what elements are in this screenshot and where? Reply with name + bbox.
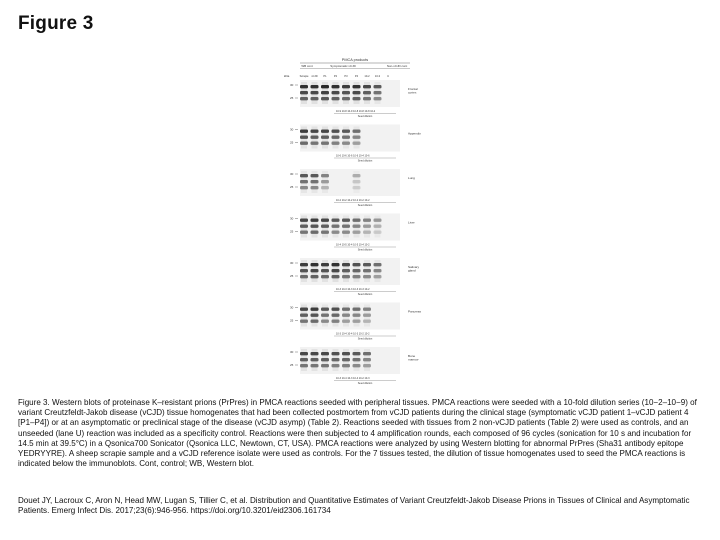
seed-dilution-label: Seed dilution <box>357 337 373 341</box>
lane-smear <box>364 216 370 238</box>
lane-smear <box>333 305 339 327</box>
kda-marker: 25 <box>290 229 294 234</box>
lane-smear <box>301 216 307 238</box>
lane-smear <box>312 305 318 327</box>
lane-smear <box>354 260 360 282</box>
lane-smear <box>354 171 360 193</box>
lane-smear <box>375 82 381 104</box>
lane-smear <box>333 349 339 371</box>
blot-panel <box>290 80 418 118</box>
lane-smear <box>343 349 349 371</box>
blot-panel <box>290 125 421 163</box>
pmca-header: PMCA products <box>341 58 369 62</box>
seed-dilution-label: Seed dilution <box>357 293 373 296</box>
tissue-label: cortex <box>408 90 417 95</box>
seed-dilutions: 10-3 10-3 10-3 10-3 10-3 10-2 <box>336 288 370 291</box>
lane-smear <box>333 260 339 282</box>
kda-marker: 30 <box>290 350 294 354</box>
kda-marker: 30 <box>290 83 294 87</box>
blot-panel <box>290 258 419 296</box>
seed-dilution-label: Seed dilution <box>357 204 373 207</box>
lane-labels <box>300 74 389 78</box>
seed-dilution-label: Seed dilution <box>357 382 373 385</box>
lane-smear <box>301 127 307 149</box>
kda-marker: 30 <box>290 172 294 176</box>
seed-dilution-label: Seed dilution <box>357 159 373 163</box>
lane-smear <box>375 216 381 238</box>
lane-smear <box>364 349 370 371</box>
lane-label: P4 <box>354 75 359 78</box>
blot-panel <box>290 303 422 341</box>
kda-marker: 25 <box>290 96 294 100</box>
lane-smear <box>301 349 307 371</box>
seed-dilutions: 10-4 10-5 10-4 10-5 10-4 10-2 <box>336 243 370 247</box>
lane-smear <box>312 171 318 193</box>
tissue-label: Bone <box>408 354 416 358</box>
lane-smear <box>301 82 307 104</box>
lane-label: P1 <box>323 75 327 78</box>
blot-panel <box>290 347 419 385</box>
lane-label: 10-3 <box>374 75 381 78</box>
lane-smear <box>322 260 328 282</box>
figure-citation: Douet JY, Lacroux C, Aron N, Head MW, Lugan S, Tillier C, et al. Distribution and Quantitative Estimates of Variant Creutzfeldt-Jakob Disease Prions in Tissues of Clinical and Asymptomatic Patients. Emerg Infect Dis. 2017;23(6):946-956. https://doi.org/10.3201/eid2306.161734 <box>18 496 690 516</box>
group-label-symptomatic: Symptomatic vCJD <box>330 64 356 68</box>
lane-smear <box>322 216 328 238</box>
lane-smear <box>322 349 328 371</box>
lane-smear <box>354 82 360 104</box>
lane-label: P2 <box>333 75 338 78</box>
tissue-label: Appendix <box>408 131 421 136</box>
figure-caption: Figure 3. Western blots of proteinase K–resistant prions (PrPres) in PMCA reactions seeded with peripheral tissues. PMCA reactions were seeded with a 10-fold dilution series (10−2–10−9) of variant Creutzfeldt-Jakob disease (vCJD) tissue homogenates that had been collected postmortem from vCJD patients during the clinical stage (symptomatic vCJD patient 1–vCJD patient 4 [P1–P4]) or at an asymptomatic or preclinical stage of the disease (vCJD asymp) (Table 2). Reactions seeded with tissues from 2 non-vCJD patients (Table 2) were used as controls, and an unseeded (lane U) reaction was included as a specificity control. Reactions were then subjected to 4 amplification rounds, each composed of 96 cycles (sonication for 10 s and incubation for 14.5 min at 39.5°C) in a Qsonica700 Sonicator (Qsonica LLC, Newtown, CT, USA). PMCA reactions were analyzed by using Western blotting for abnormal PrPres (Sha31 antibody epitope YEDRYYRE). A sheep scrapie sample and a vCJD reference isolate were used as controls. For the 7 tissues tested, the dilution of tissue homogenates used to seed the PMCA reactions is indicated below the immunoblots. Cont, control; WB, Western blot. <box>18 398 697 469</box>
tissue-label: marrow <box>408 357 419 362</box>
lane-smear <box>343 305 349 327</box>
kda-label: kDa <box>284 74 290 78</box>
kda-marker: 25 <box>290 185 294 189</box>
lane-smear <box>312 216 318 238</box>
kda-marker: 30 <box>290 216 294 221</box>
tissue-label: Frontal <box>408 87 418 91</box>
lane-smear <box>354 216 360 238</box>
lane-smear <box>354 349 360 371</box>
lane-smear <box>343 216 349 238</box>
lane-smear <box>312 82 318 104</box>
seed-dilutions: 10-9 10-8 10-9 10-8 10-8 10-8 10-2 <box>336 110 376 113</box>
lane-smear <box>364 305 370 327</box>
lane-smear <box>333 216 339 238</box>
lane-smear <box>322 305 328 327</box>
kda-marker: 25 <box>290 140 294 145</box>
kda-marker: 30 <box>290 127 294 132</box>
tissue-label: gland <box>408 268 416 273</box>
lane-smear <box>375 260 381 282</box>
lane-smear <box>343 82 349 104</box>
blot-panel <box>290 169 415 207</box>
lane-smear <box>364 82 370 104</box>
lane-smear <box>364 260 370 282</box>
seed-dilutions: 10-2 10-2 10-2 10-2 10-2 10-2 <box>336 199 370 202</box>
lane-smear <box>322 171 328 193</box>
lane-smear <box>322 82 328 104</box>
lane-smear <box>322 127 328 149</box>
lane-smear <box>312 127 318 149</box>
seed-dilution-label: Seed dilution <box>357 115 373 118</box>
lane-smear <box>354 127 360 149</box>
kda-marker: 30 <box>290 261 294 265</box>
tissue-label: Salivary <box>408 265 420 269</box>
blot-panels <box>290 80 422 385</box>
lane-smear <box>333 82 339 104</box>
lane-label: 10-2 <box>364 75 370 78</box>
western-blot-figure <box>280 55 430 385</box>
seed-dilutions: 10-3 10-4 10-4 10-3 10-2 10-2 <box>336 332 370 336</box>
seed-dilution-label: Seed dilution <box>357 248 373 252</box>
lane-label: Scrapie <box>299 75 309 78</box>
lane-smear <box>343 127 349 149</box>
lane-smear <box>301 305 307 327</box>
tissue-label: Pancreas <box>408 309 422 314</box>
lane-label: P3 <box>344 75 348 78</box>
kda-marker: 25 <box>290 274 294 278</box>
lane-smear <box>301 260 307 282</box>
seed-dilutions: 10-6 10-6 10-6 10-6 10-4 10-6 <box>336 154 370 158</box>
slide-title: Figure 3 <box>18 13 94 34</box>
blot-panel <box>290 214 415 252</box>
lane-smear <box>312 349 318 371</box>
lane-smear <box>354 305 360 327</box>
lane-smear <box>312 260 318 282</box>
group-label-wb-cont: WB cont <box>301 64 313 68</box>
kda-marker: 25 <box>290 318 294 323</box>
seed-dilutions: 10-3 10-4 10-3 10-4 10-2 10-3 <box>336 377 370 380</box>
lane-smear <box>333 127 339 149</box>
lane-label: vCJD <box>311 75 318 78</box>
tissue-label: Liver <box>408 220 415 225</box>
lane-label: U <box>387 75 389 78</box>
group-label-non-vcjd: Non-vCJD cont <box>386 64 408 68</box>
tissue-label: Lung <box>408 176 415 180</box>
kda-marker: 30 <box>290 305 294 310</box>
kda-marker: 25 <box>290 363 294 367</box>
western-blot-svg <box>280 55 430 385</box>
lane-smear <box>343 260 349 282</box>
lane-smear <box>301 171 307 193</box>
